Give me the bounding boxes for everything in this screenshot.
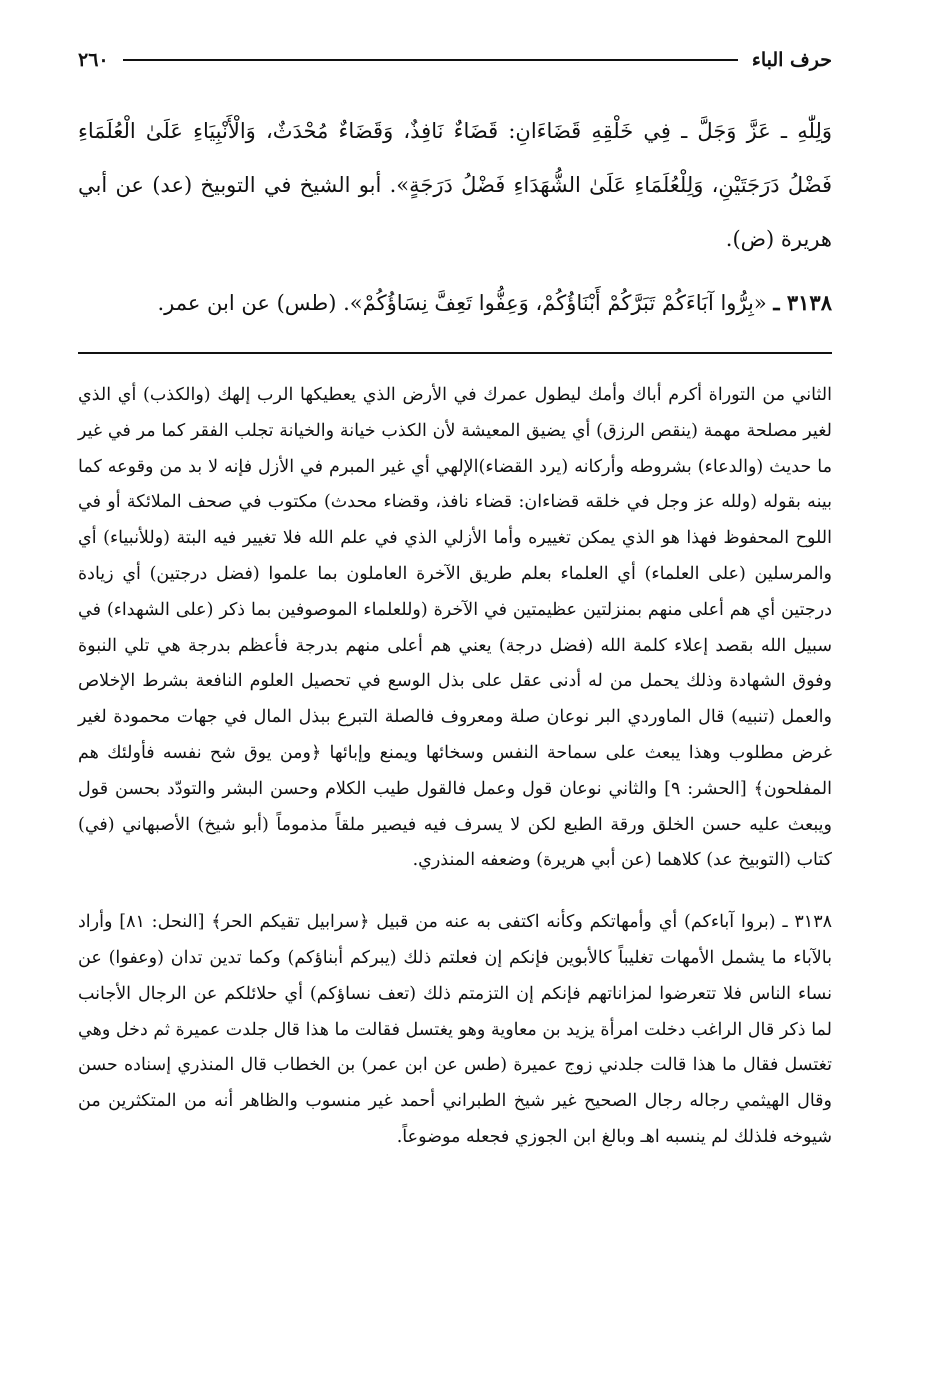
commentary-paragraph: ٣١٣٨ ـ (بروا آباءكم) أي وأمهاتكم وكأنه اكتفى به عنه من قبيل ﴿سرابيل تقيكم الحر﴾ [النحل: ٨١] وأراد بالآباء ما يشمل الأمهات تغليباً كالأبوين فإنكم إن فعلتم ذلك (يبركم أبناؤكم) وكما تدين تدان (وعفوا) عن نساء الناس فلا تتعرضوا لمزاناتهم فإنكم إن التزمتم ذلك (تعف نساؤكم) أي حلائلكم عن الرجال الأجانب لما ذكر قال الراغب دخلت امرأة يزيد بن معاوية وهو يغتسل فقالت ما هذا قال جلدت عميرة ثم دخل وهي تغتسل فقال ما هذا قالت جلدني زوج عميرة (طس عن ابن عمر) بن الخطاب قال المنذري إسناده حسن وقال الهيثمي رجاله رجال الصحيح غير شيخ الطبراني أحمد غير منسوب والظاهر أنه من المتكثرين من شيوخه فلذلك لم ينسبه اهـ وبالغ ابن الجوزي فجعله موضوعاً. [78, 912, 832, 1147]
hadith-paragraph [78, 104, 832, 266]
page-number: ٢٦٠ [78, 49, 109, 71]
hadith-text-block [78, 104, 832, 330]
hadith-number: ٣١٣٨ ـ [773, 290, 832, 315]
hadith-text: وَلِلّٰهِ ـ عَزَّ وَجَلَّ ـ فِي خَلْقِهِ قَضَاءَانِ: قَضَاءٌ نَافِذٌ، وَقَضَاءٌ مُحْدَثٌ، وَالْأَنْبِيَاءِ عَلَىٰ الْعُلَمَاءِ فَضْلُ دَرَجَتَيْنِ، وَلِلْعُلَمَاءِ عَلَىٰ الشُّهَدَاءِ فَضْلُ دَرَجَةٍ». أبو الشيخ في التوبيخ (عد) عن أبي هريرة (ض). [78, 119, 832, 251]
chapter-title: حرف الباء [751, 49, 832, 71]
commentary-paragraph: الثاني من التوراة أكرم أباك وأمك ليطول عمرك في الأرض الذي يعطيكها الرب إلهك (والكذب) أي الذي لغير مصلحة مهمة (ينقص الرزق) أي يضيق المعيشة لأن الكذب خيانة والخيانة تجلب الفقر كما مر في غير ما حديث (والدعاء) بشروطه وأركانه (يرد القضاء)الإلهي أي غير المبرم في الأزل فإنه لا بد من وقوعه كما بينه بقوله (ولله عز وجل في خلقه قضاءان: قضاء نافذ، وقضاء محدث) مكتوب في صحف الملائكة أو في اللوح المحفوظ فهذا هو الذي يمكن تغييره وأما الأزلي الذي في علم الله فلا تغيير فيه البتة (وللأنبياء) أي والمرسلين (على العلماء) أي العلماء بعلم طريق الآخرة العاملون بما علموا (فضل درجتين) أي زيادة درجتين أي هم أعلى منهم بمنزلتين عظيمتين في الآخرة (وللعلماء الموصوفين بما ذكر (على الشهداء) في سبيل الله بقصد إعلاء كلمة الله (فضل درجة) يعني هم أعلى منهم بدرجة فأعظم بدرجة هي تلي النبوة وفوق الشهادة وذلك يحمل من له أدنى عقل على بذل الوسع في تحصيل العلوم النافعة بشرط الإخلاص والعمل (تنبيه) قال الماوردي البر نوعان صلة ومعروف فالصلة التبرع ببذل المال في جهات محمودة لغير غرض مطلوب وهذا يبعث على سماحة النفس وسخائها ويمنع وإبائها ﴿ومن يوق شح نفسه فأولئك هم المفلحون﴾ [الحشر: ٩] والثاني نوعان قول وعمل فالقول طيب الكلام وحسن البشر والتودّد بحسن قول ويبعث عليه حسن الخلق ورقة الطبع لكن لا يسرف فيه فيصير ملقاً مذموماً (أبو شيخ) الأصبهاني (في) كتاب (التوبيخ عد) كلاهما (عن أبي هريرة) وضعفه المنذري. [78, 385, 832, 871]
footnote-separator [78, 352, 832, 354]
header-rule [123, 59, 738, 61]
hadith-text: «بِرُّوا آبَاءَكُمْ تَبَرَّكُمْ أَبْنَاؤُكُمْ، وَعِفُّوا تَعِفَّ نِسَاؤُكُمْ». (طس) عن ابن عمر. [157, 291, 767, 315]
commentary-block [78, 378, 832, 1156]
running-head [78, 40, 832, 80]
hadith-paragraph [78, 276, 832, 330]
book-page [78, 40, 832, 1156]
